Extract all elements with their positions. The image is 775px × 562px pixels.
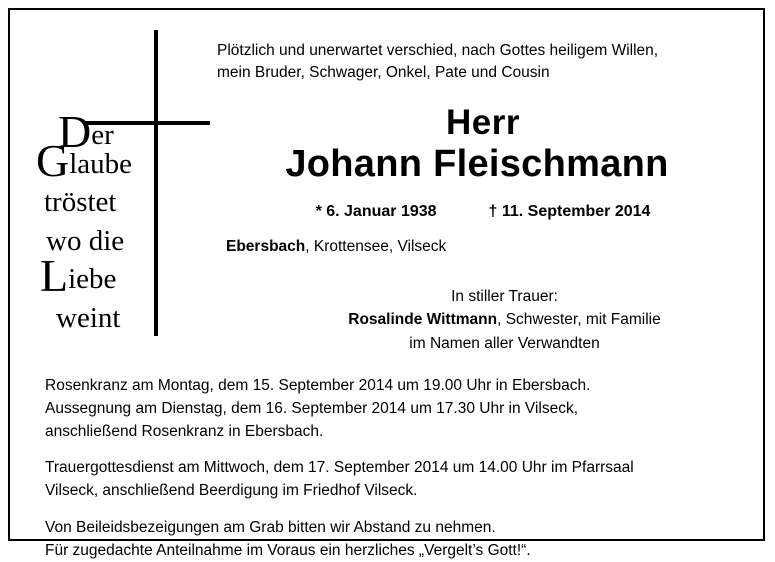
mourner-relation: , Schwester, mit Familie: [497, 311, 661, 329]
detail-line: Rosenkranz am Montag, dem 15. September 2014 um 19.00 Uhr in Ebersbach.: [45, 377, 591, 394]
detail-paragraph: [45, 517, 745, 562]
detail-line: Aussegnung am Dienstag, dem 16. September 2014 um 17.30 Uhr in Vilseck,: [45, 399, 579, 417]
detail-paragraph: [45, 375, 745, 443]
detail-paragraph: [45, 457, 745, 503]
verse-line-rest: er: [91, 119, 114, 151]
intro-text: [217, 40, 749, 85]
detail-line: Vilseck, anschließend Beerdigung im Friedhof Vilseck.: [45, 482, 418, 500]
salutation: Herr: [446, 103, 520, 142]
place-primary: Ebersbach: [226, 238, 306, 255]
death-date: † 11. September 2014: [488, 203, 651, 220]
life-dates: [217, 203, 749, 221]
mourning-heading: In stiller Trauer:: [451, 288, 558, 305]
birth-date: * 6. Januar 1938: [315, 203, 437, 220]
cross-emblem: [32, 24, 192, 334]
verse-line: tröstet: [44, 186, 117, 219]
verse-line: weint: [56, 301, 121, 334]
detail-line: anschließend Rosenkranz in Ebersbach.: [45, 422, 324, 440]
verse-text: [32, 106, 177, 337]
service-details: [45, 375, 745, 562]
intro-line: mein Bruder, Schwager, Onkel, Pate und Cousin: [217, 64, 550, 82]
deceased-name: Johann Fleischmann: [285, 143, 669, 185]
verse-line: [32, 250, 177, 302]
mourning-block: [260, 285, 749, 355]
obituary-notice: [8, 8, 765, 559]
mourner-name: Rosalinde Wittmann: [348, 311, 498, 329]
verse-dropcap: G: [36, 134, 70, 186]
verse-dropcap: L: [40, 250, 69, 302]
mourning-closing: im Namen aller Verwandten: [409, 334, 600, 352]
detail-line: Von Beileidsbezeigungen am Grab bitten wir Abstand zu nehmen.: [45, 518, 496, 536]
detail-line: Für zugedachte Anteilnahme im Voraus ein herzliches „Vergelt’s Gott!“.: [45, 541, 531, 559]
verse-line-rest: laube: [69, 147, 133, 180]
intro-line: Plötzlich und unerwartet verschied, nach Gottes heiligem Willen,: [217, 42, 659, 59]
verse-dropcap: D: [58, 106, 92, 157]
place-line: [226, 238, 446, 256]
detail-line: Trauergottesdienst am Mittwoch, dem 17. September 2014 um 14.00 Uhr im Pfarrsaal: [45, 459, 634, 477]
verse-line: wo die: [46, 224, 125, 257]
verse-line-rest: iebe: [68, 263, 117, 296]
place-secondary: , Krottensee, Vilseck: [305, 238, 447, 255]
mourner-line: [260, 308, 749, 331]
